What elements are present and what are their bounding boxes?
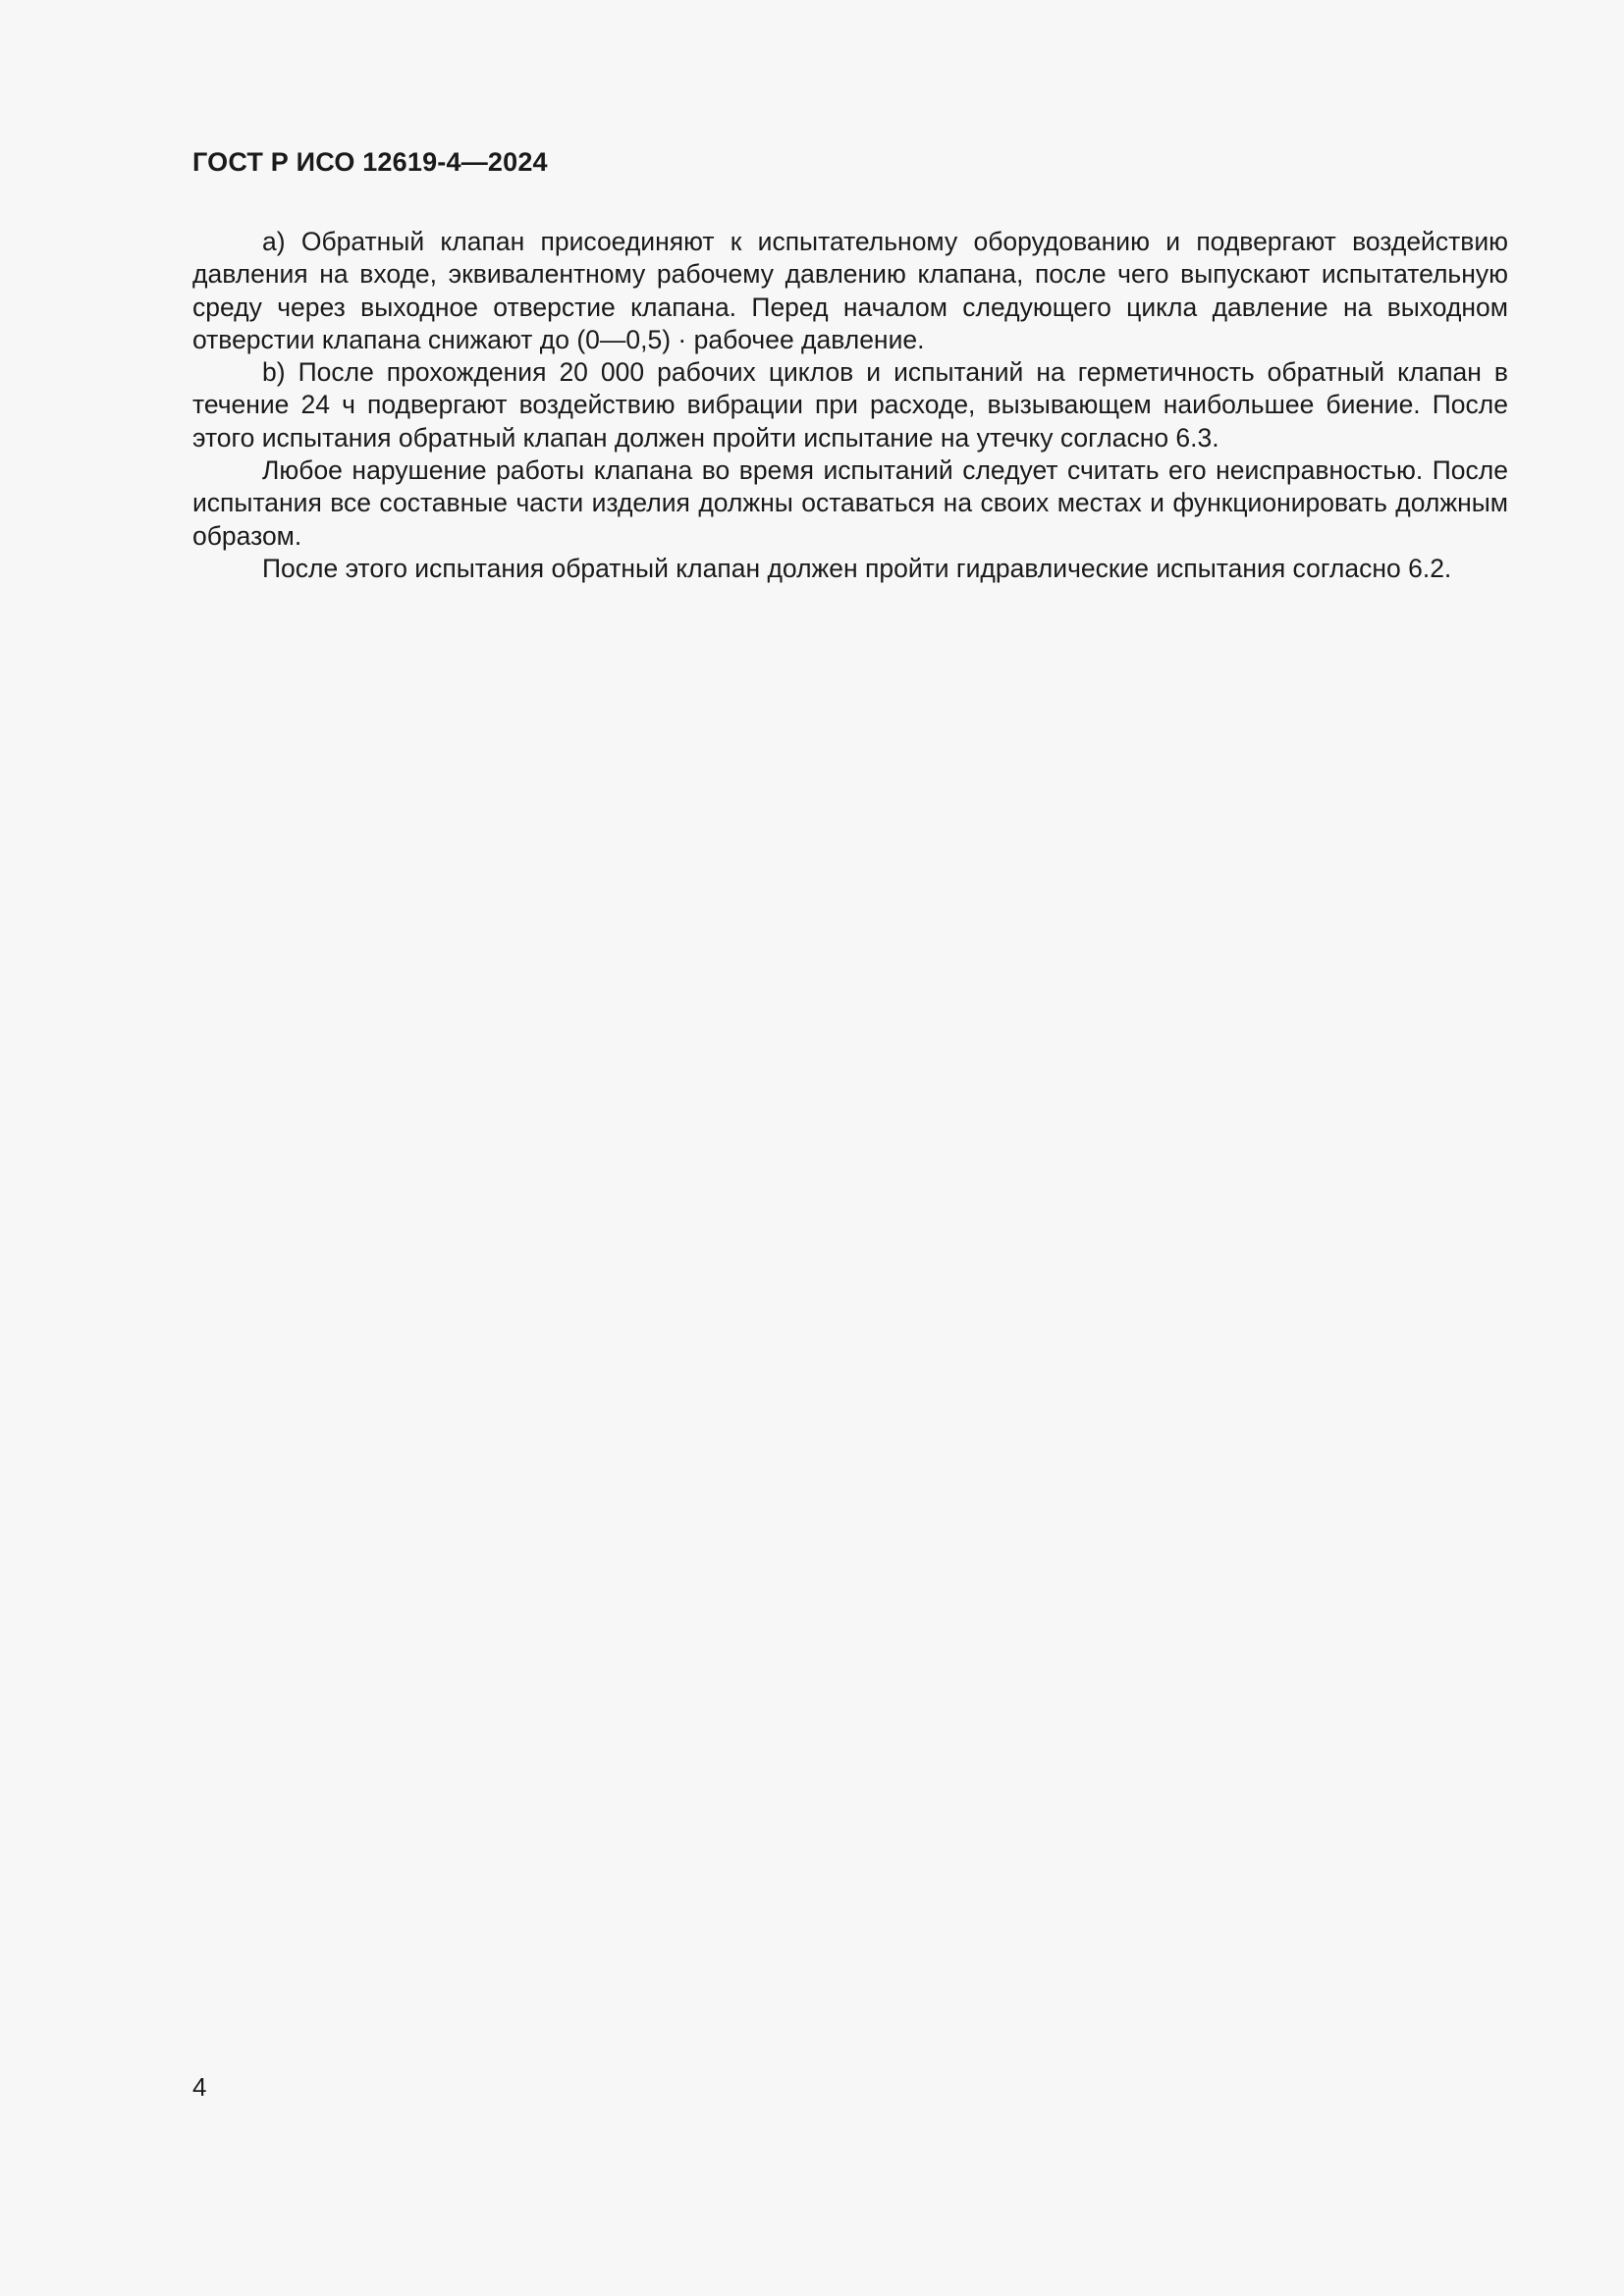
document-header: ГОСТ Р ИСО 12619-4—2024 <box>192 147 548 177</box>
paragraph-hydraulic-test: После этого испытания обратный клапан должен пройти гидравлические испытания согласно 6.2. <box>262 553 1452 583</box>
paragraph-malfunction: Любое нарушение работы клапана во время испытаний следует считать его неисправностью. После испытания все составные части изделия должны оставаться на своих местах и функционировать должным образом. <box>192 455 1508 551</box>
page-number: 4 <box>192 2072 207 2102</box>
paragraph-a: a) Обратный клапан присоединяют к испытательному оборудованию и подвергают воздействию давления на входе, эквивалентному рабочему давлению клапана, после чего выпускают испытательную среду через выходное отверстие клапана. Перед началом следующего цикла давление на выходном отверстии клапана снижают до (0—0,5) · рабочее давление. <box>192 227 1508 354</box>
document-body <box>192 226 1508 585</box>
paragraph-b: b) После прохождения 20 000 рабочих циклов и испытаний на герметичность обратный клапан в течение 24 ч подвергают воздействию вибрации при расходе, вызывающем наибольшее биение. После этого испытания обратный клапан должен пройти испытание на утечку согласно 6.3. <box>192 357 1508 453</box>
